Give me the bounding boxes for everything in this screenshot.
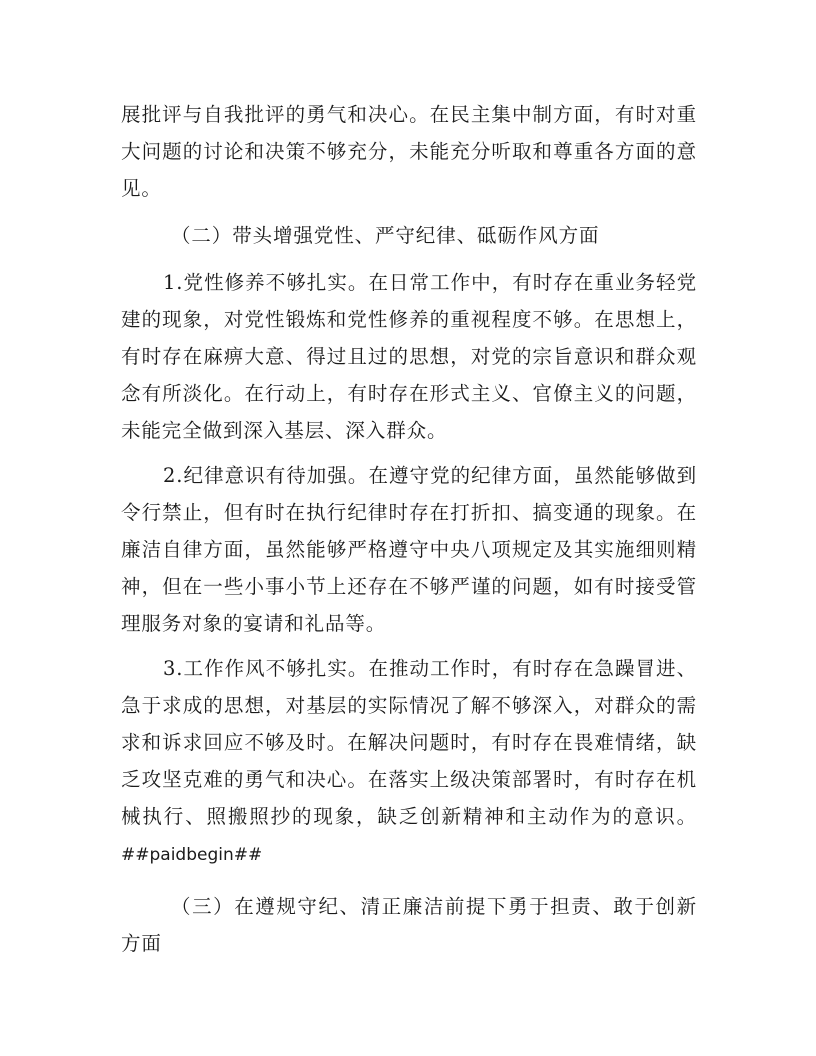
paid-begin-marker: ##paidbegin## (121, 845, 263, 865)
paragraph-continuation: 展批评与自我批评的勇气和决心。在民主集中制方面，有时对重大问题的讨论和决策不够充分，未能充分听取和尊重各方面的意见。 (121, 103, 697, 200)
paragraph-item-1: 1.党性修养不够扎实。在日常工作中，有时存在重业务轻党建的现象，对党性锻炼和党性修养的重视程度不够。在思想上，有时存在麻痹大意、得过且过的思想，对党的宗旨意识和群众观念有所淡化。在行动上，有时存在形式主义、官僚主义的问题，未能完全做到深入基层、深入群众。 (121, 271, 697, 442)
paragraph-item-3 (121, 650, 697, 874)
section-heading-3: （三）在遵规守纪、清正廉洁前提下勇于担责、敢于创新方面 (121, 895, 697, 955)
section-heading-2: （二）带头增强党性、严守纪律、砥砺作风方面 (171, 224, 600, 247)
document-page (121, 96, 697, 962)
paragraph-item-2: 2.纪律意识有待加强。在遵守党的纪律方面，虽然能够做到令行禁止，但有时在执行纪律时存在打折扣、搞变通的现象。在廉洁自律方面，虽然能够严格遵守中央八项规定及其实施细则精神，但在一些小事小节上还存在不够严谨的问题，如有时接受管理服务对象的宴请和礼品等。 (121, 464, 697, 635)
paragraph-item-3-text: 3.工作作风不够扎实。在推动工作时，有时存在急躁冒进、急于求成的思想，对基层的实际情况了解不够深入，对群众的需求和诉求回应不够及时。在解决问题时，有时存在畏难情绪，缺乏攻坚克难的勇气和决心。在落实上级决策部署时，有时存在机械执行、照搬照抄的现象，缺乏创新精神和主动作为的意识。 (121, 657, 697, 828)
